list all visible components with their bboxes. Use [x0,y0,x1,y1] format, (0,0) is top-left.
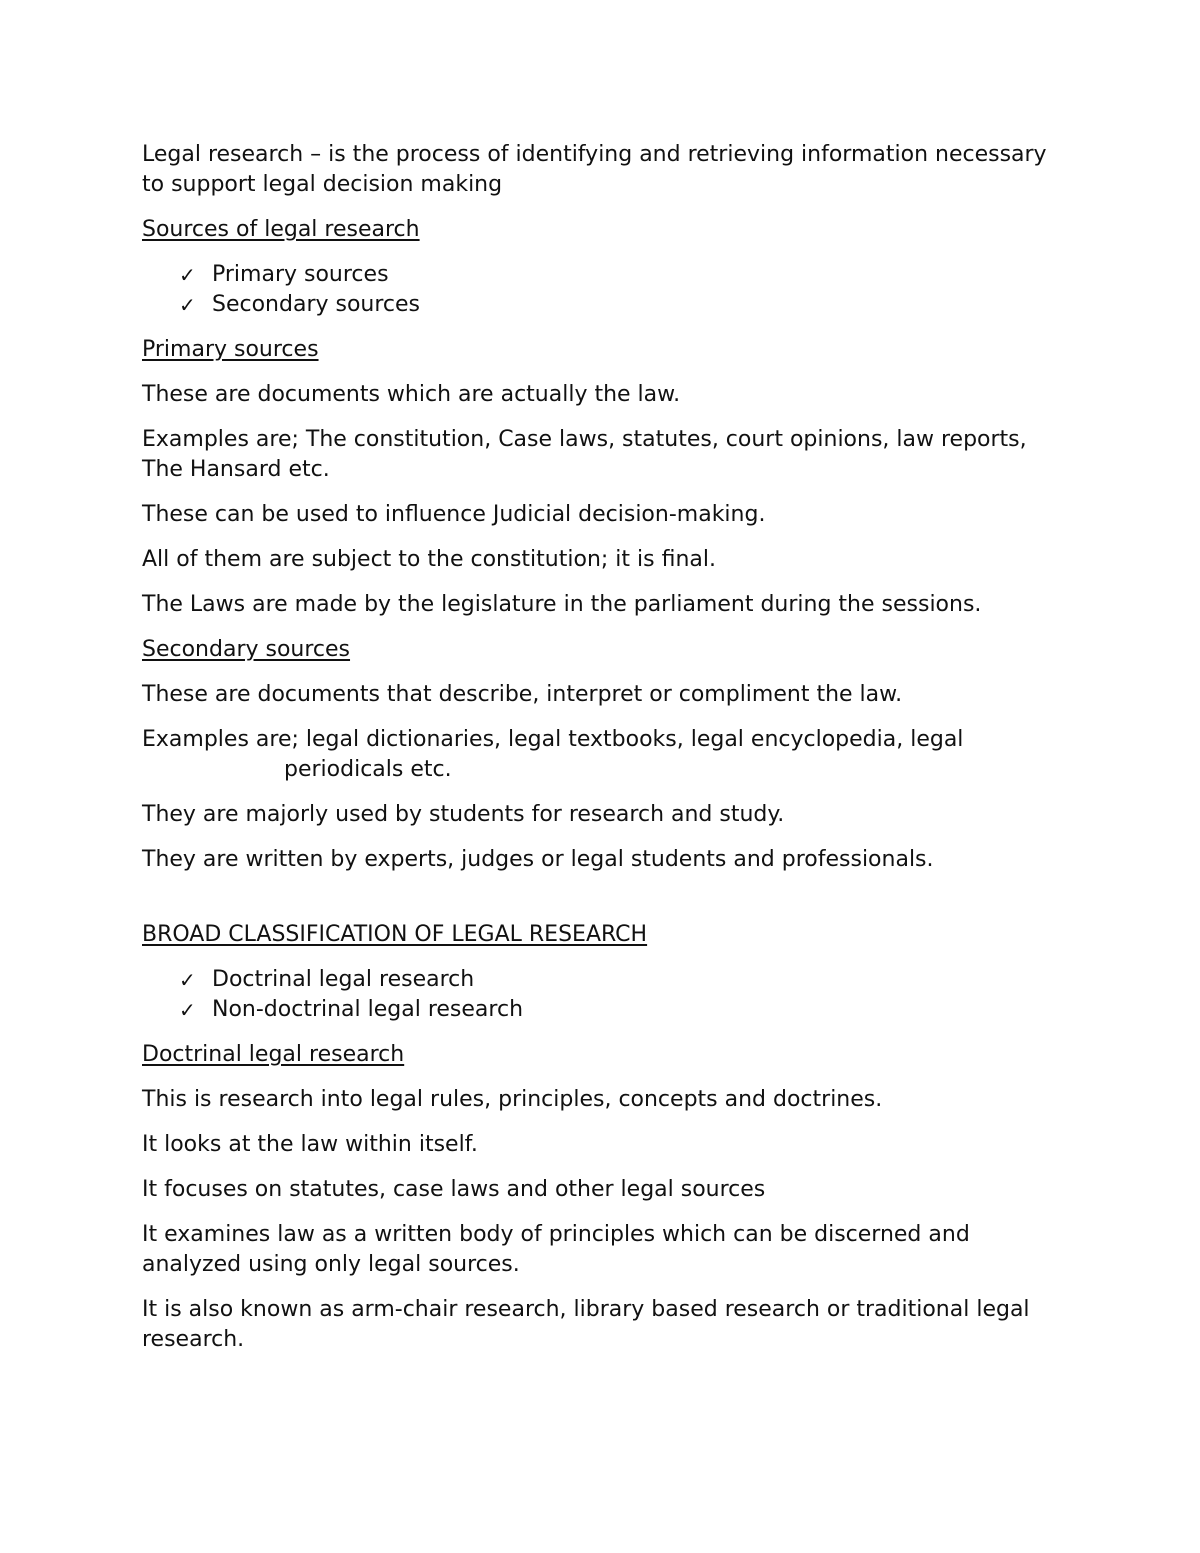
list-item [142,290,1062,320]
list-item [142,260,1062,290]
doctrinal-paragraph: It examines law as a written body of principles which can be discerned and analyzed using only legal sources. [142,1222,970,1277]
doctrinal-paragraph: This is research into legal rules, principles, concepts and doctrines. [142,1087,883,1112]
secondary-paragraph: They are majorly used by students for research and study. [142,802,785,827]
list-item [142,995,1062,1025]
secondary-sources-heading: Secondary sources [142,637,351,662]
doctrinal-heading: Doctrinal legal research [142,1042,405,1067]
intro-paragraph: Legal research – is the process of identifying and retrieving information necessary to support legal decision making [142,142,1047,197]
classification-checklist [142,965,1062,1025]
list-item-label: Non-doctrinal legal research [212,997,524,1022]
primary-sources-heading: Primary sources [142,337,319,362]
primary-paragraph: All of them are subject to the constitution; it is final. [142,547,716,572]
list-item [142,965,1062,995]
classification-heading: BROAD CLASSIFICATION OF LEGAL RESEARCH [142,922,648,947]
list-item-label: Primary sources [212,262,389,287]
secondary-paragraph: They are written by experts, judges or legal students and professionals. [142,847,934,872]
checkmark-icon: ✓ [179,968,196,992]
sources-heading: Sources of legal research [142,217,420,242]
doctrinal-paragraph: It is also known as arm-chair research, library based research or traditional legal research. [142,1297,1030,1352]
blank-line [142,890,1062,920]
document-page [142,140,1062,1370]
primary-paragraph: The Laws are made by the legislature in the parliament during the sessions. [142,592,982,617]
doctrinal-paragraph: It looks at the law within itself. [142,1132,478,1157]
secondary-examples-paragraph [142,725,1062,785]
primary-paragraph: These can be used to influence Judicial decision-making. [142,502,766,527]
primary-paragraph: These are documents which are actually the law. [142,382,681,407]
secondary-paragraph: These are documents that describe, interpret or compliment the law. [142,682,903,707]
doctrinal-paragraph: It focuses on statutes, case laws and other legal sources [142,1177,766,1202]
list-item-label: Secondary sources [212,292,421,317]
sources-checklist [142,260,1062,320]
primary-paragraph: Examples are; The constitution, Case laws, statutes, court opinions, law reports, The Hansard etc. [142,427,1027,482]
checkmark-icon: ✓ [179,998,196,1022]
checkmark-icon: ✓ [179,293,196,317]
secondary-examples-line-1: Examples are; legal dictionaries, legal textbooks, legal encyclopedia, legal [142,727,964,752]
checkmark-icon: ✓ [179,263,196,287]
list-item-label: Doctrinal legal research [212,967,475,992]
secondary-examples-line-2: periodicals etc. [284,757,452,782]
